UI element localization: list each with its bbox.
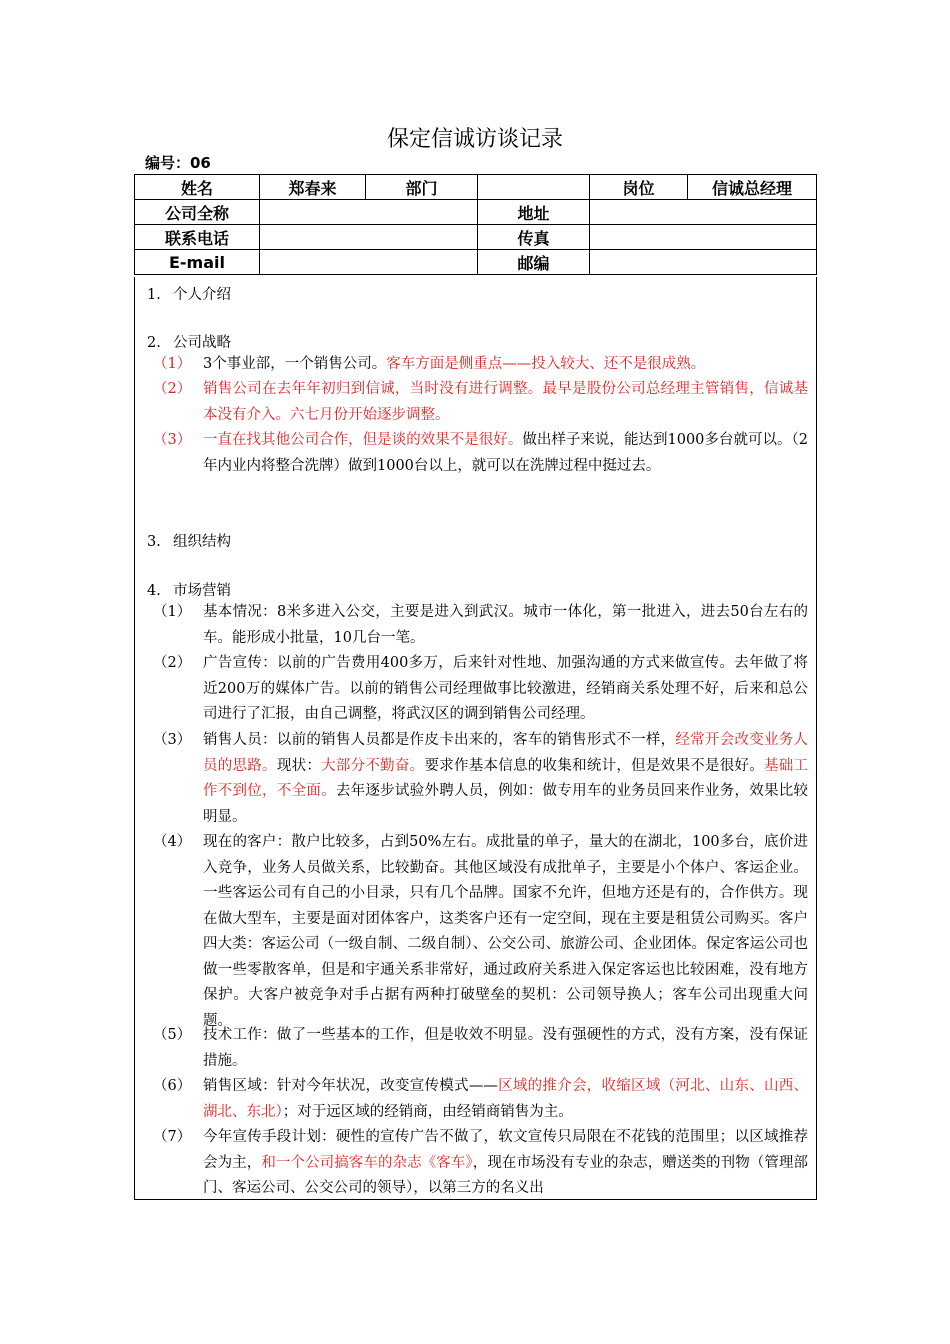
item-text-highlight: 一直在找其他公司合作，但是谈的效果不是很好。 <box>203 432 523 448</box>
info-table <box>134 174 817 275</box>
section-title: 公司战略 <box>173 335 231 351</box>
item-text <box>203 428 808 479</box>
item-number: （3） <box>153 432 192 448</box>
info-row-phone <box>135 225 817 250</box>
item-text-highlight: 区域的推介会，收缩区域（河北、山东、山西、湖北、东北） <box>203 1078 809 1120</box>
position-label: 岗位 <box>590 175 688 200</box>
item-text-plain: 销售人员：以前的销售人员都是作皮卡出来的，客车的销售形式不一样， <box>203 732 676 748</box>
item-number: （6） <box>153 1078 192 1094</box>
item-text-plain: 3个事业部，一个销售公司。 <box>203 356 387 372</box>
item-text-plain: 要求作基本信息的收集和统计，但是效果不是很好。 <box>424 757 764 774</box>
info-row-email <box>135 250 817 275</box>
item-text: 基本情况：8米多进入公交，主要是进入到武汉。城市一体化，第一批进入，进去50台左右的车。能形成小批量，10几台一笔。 <box>203 604 808 646</box>
section-title: 组织结构 <box>173 534 231 550</box>
address-value <box>590 200 817 225</box>
zip-label: 邮编 <box>478 250 590 275</box>
document-number: 编号：06 <box>145 154 211 172</box>
dept-label: 部门 <box>366 175 478 200</box>
item-text-plain: ；对于远区域的经销商，由经销商销售为主。 <box>282 1103 573 1120</box>
company-value <box>260 200 478 225</box>
email-value <box>260 250 478 275</box>
item-text-plain: 现状： <box>276 757 322 774</box>
interview-body <box>134 277 817 1200</box>
item-text-plain: 做出样子来说，能达到1000多台就可以。（2年内业内将整合洗牌）做到1000台以上，就可以在洗牌过程中挺过去。 <box>203 432 808 474</box>
phone-label: 联系电话 <box>135 225 260 250</box>
section-number: 3. <box>147 534 161 550</box>
section-number: 1. <box>147 287 161 303</box>
item-number: （1） <box>153 604 192 620</box>
item-text: 广告宣传：以前的广告费用400多万，后来针对性地、加强沟通的方式来做宣传。去年做了将近200万的媒体广告。以前的销售公司经理做事比较激进，经销商关系处理不好，后来和总公司进行了汇报，由自己调整，将武汉区的调到销售公司经理。 <box>203 655 808 722</box>
item-number: （7） <box>153 1129 192 1145</box>
item-text-plain: 销售区域：针对今年状况，改变宣传模式—— <box>203 1078 498 1094</box>
item-number: （2） <box>153 381 192 397</box>
item-text <box>203 728 808 830</box>
item-text-highlight: 基础工作不到位，不全面。 <box>203 757 809 799</box>
section-title: 个人介绍 <box>173 287 231 303</box>
phone-value <box>260 225 478 250</box>
item-number: （5） <box>153 1027 192 1043</box>
fax-label: 传真 <box>478 225 590 250</box>
item-text: 技术工作：做了一些基本的工作，但是收效不明显。没有强硬性的方式，没有方案，没有保证措施。 <box>203 1027 808 1069</box>
email-label: E-mail <box>135 250 260 275</box>
section-personal-intro <box>147 283 231 304</box>
item-text-plain: 今年宣传手段计划：硬性的宣传广告不做了，软文宣传只局限在不花钱的范围里；以区域推荐会为主， <box>203 1129 808 1171</box>
item-text: 销售公司在去年年初归到信诚，当时没有进行调整。最早是股份公司总经理主管销售，信诚基本没有介入。六七月份开始逐步调整。 <box>203 381 808 423</box>
fax-value <box>590 225 817 250</box>
section-number: 2. <box>147 335 161 351</box>
item-number: （4） <box>153 834 192 850</box>
item-text-highlight: 客车方面是侧重点——投入较大、还不是很成熟。 <box>386 356 706 372</box>
info-row-company <box>135 200 817 225</box>
page-title: 保定信诚访谈记录 <box>386 127 563 152</box>
section-org-structure <box>147 530 231 551</box>
item-text <box>203 352 808 378</box>
item-text-highlight: 大部分不勤奋。 <box>321 757 425 774</box>
address-label: 地址 <box>478 200 590 225</box>
section-number: 4. <box>147 583 161 599</box>
item-number: （3） <box>153 732 192 748</box>
item-text-highlight: 和一个公司搞客车的杂志《客车》 <box>261 1154 473 1171</box>
company-label: 公司全称 <box>135 200 260 225</box>
section-title: 市场营销 <box>173 583 231 599</box>
name-label: 姓名 <box>135 175 260 200</box>
item-text-plain: ，现在市场没有专业的杂志，赠送类的刊物（管理部门、客运公司、公交公司的领导），以第三方的名义出 <box>203 1154 809 1196</box>
item-text <box>203 1125 808 1202</box>
name-value: 郑春来 <box>260 175 366 200</box>
position-value: 信诚总经理 <box>688 175 817 200</box>
item-number: （2） <box>153 655 192 671</box>
dept-value <box>478 175 590 200</box>
item-number: （1） <box>153 356 192 372</box>
section-marketing <box>147 579 231 600</box>
item-text <box>203 1074 808 1125</box>
item-text-highlight: 经常开会改变业务人员的思路。 <box>203 732 809 774</box>
section-company-strategy <box>147 331 231 352</box>
zip-value <box>590 250 817 275</box>
item-text: 现在的客户：散户比较多，占到50%左右。成批量的单子，量大的在湖北，100多台，底价进入竞争，业务人员做关系，比较勤奋。其他区域没有成批单子，主要是小个体户、客运企业。一些客运公司有自己的小目录，只有几个品牌。国家不允许，但地方还是有的，合作供方。现在做大型车，主要是面对团体客户，这类客户还有一定空间，现在主要是租赁公司购买。客户四大类：客运公司（一级自制、二级自制）、公交公司、旅游公司、企业团体。保定客运公司也做一些零散客单，但是和宇通关系非常好，通过政府关系进入保定客运也比较困难，没有地方保护。大客户被竞争对手占据有两种打破壁垒的契机：公司领导换人；客车公司出现重大问题。 <box>203 834 808 1029</box>
info-row-name <box>135 175 817 200</box>
item-text-plain: 去年逐步试验外聘人员，例如：做专用车的业务员回来作业务，效果比较明显。 <box>203 783 809 825</box>
